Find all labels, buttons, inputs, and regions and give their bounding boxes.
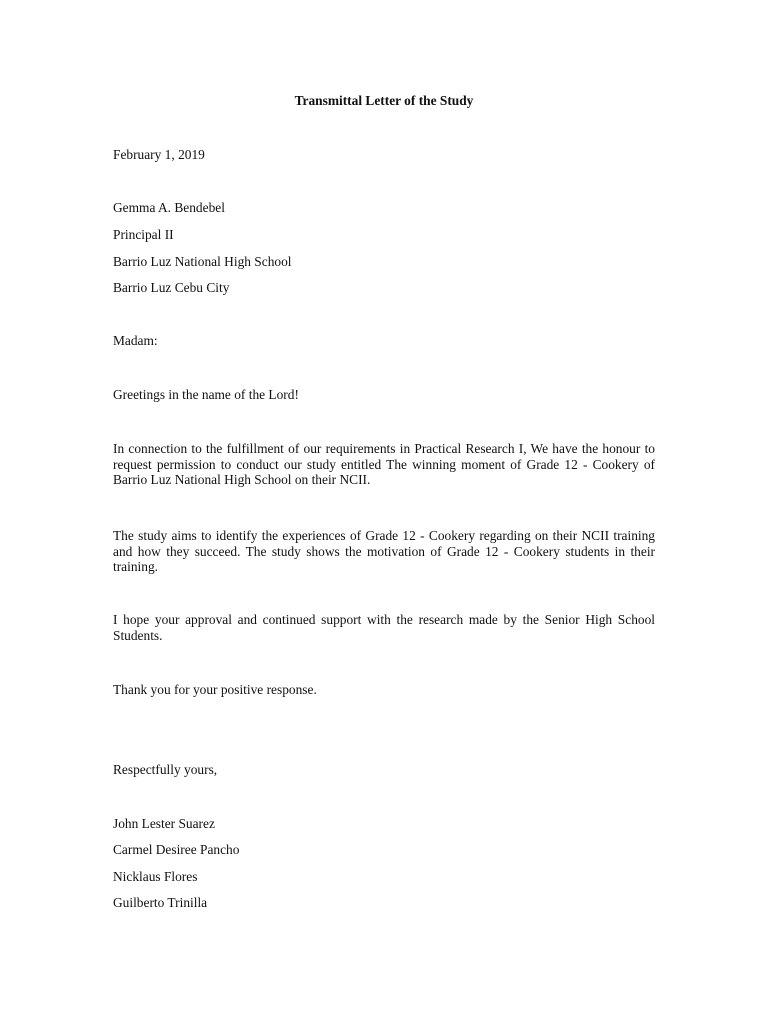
signatory-name: John Lester Suarez: [113, 816, 215, 831]
closing-line: Respectfully yours,: [113, 762, 218, 777]
signatory-name: Carmel Desiree Pancho: [113, 842, 240, 857]
signatory-name: Nicklaus Flores: [113, 869, 198, 884]
body-paragraph-aims: The study aims to identify the experiences of Grade 12 - Cookery regarding on their NCII training and how they succeed. The study shows the motivation of Grade 12 - Cookery students in their training.: [113, 528, 655, 574]
recipient-name: Gemma A. Bendebel: [113, 200, 225, 215]
recipient-address: Barrio Luz Cebu City: [113, 280, 230, 295]
letter-date: February 1, 2019: [113, 147, 205, 162]
recipient-position: Principal II: [113, 227, 174, 242]
recipient-school: Barrio Luz National High School: [113, 254, 292, 269]
thanks-line: Thank you for your positive response.: [113, 682, 317, 697]
body-paragraph-approval: I hope your approval and continued support with the research made by the Senior High School Students.: [113, 612, 655, 643]
body-paragraph-request: In connection to the fulfillment of our requirements in Practical Research I, We have the honour to request permission to conduct our study entitled The winning moment of Grade 12 - Cookery of Barrio Luz National High School on their NCII.: [113, 441, 655, 487]
salutation: Madam:: [113, 333, 158, 348]
signatory-name: Guilberto Trinilla: [113, 895, 208, 910]
letter-title: Transmittal Letter of the Study: [294, 93, 474, 108]
greeting: Greetings in the name of the Lord!: [113, 387, 299, 402]
